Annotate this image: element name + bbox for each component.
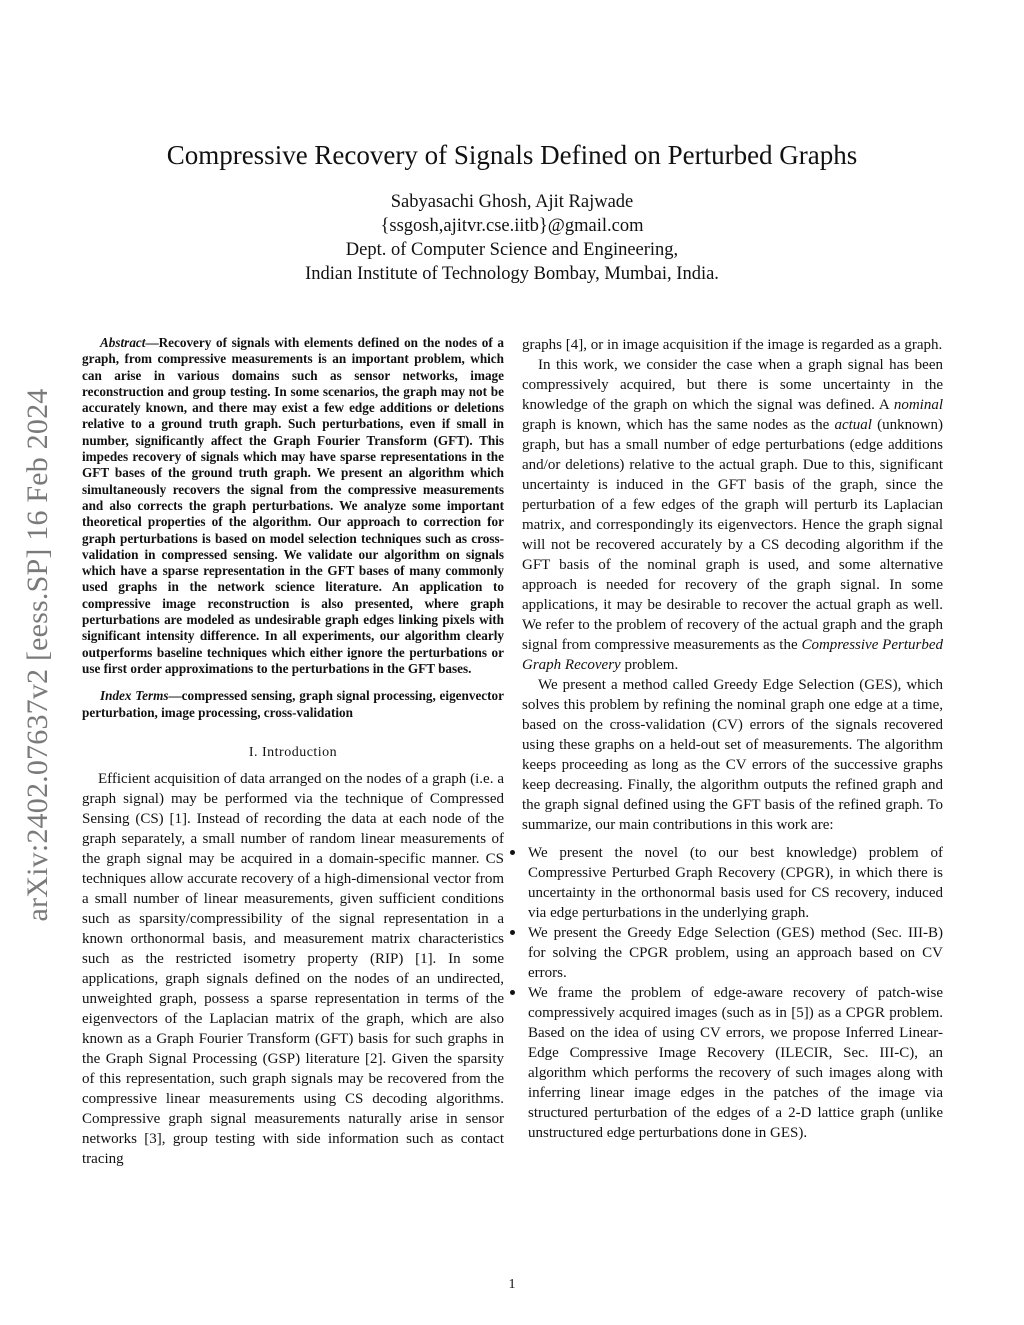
bullet-icon (510, 930, 515, 935)
abstract-label: Abstract (100, 335, 146, 350)
list-item (522, 983, 943, 1143)
arxiv-identifier (12, 350, 64, 960)
list-item-text: We present the Greedy Edge Selection (GES) method (Sec. III-B) for solving the CPGR problem, using an approach based on CV errors. (528, 925, 943, 981)
index-terms-label: Index Terms (100, 688, 169, 704)
abstract (82, 335, 504, 677)
para2-nominal: nominal (893, 397, 943, 413)
right-column (522, 335, 943, 1143)
author-department: Dept. of Computer Science and Engineering, (345, 240, 679, 260)
paper-title: Compressive Recovery of Signals Defined on Perturbed Graphs (166, 140, 858, 170)
para2-cpgr: Compressive Perturbed Graph Recovery (522, 637, 943, 673)
bullet-icon (510, 850, 515, 855)
contributions-list (522, 843, 943, 1143)
page-number: 1 (508, 1277, 516, 1292)
list-item (522, 923, 943, 983)
section-heading-introduction: I. Introduction (248, 744, 338, 760)
para2-part-b: graph is known, which has the same nodes as the (522, 417, 835, 433)
left-column (82, 335, 504, 1169)
index-terms (82, 688, 504, 721)
para2-part-d: problem. (620, 657, 679, 673)
para2-actual: actual (834, 417, 872, 433)
list-item (522, 843, 943, 923)
intro-paragraph-2 (522, 355, 943, 675)
arxiv-identifier-text: arXiv:2402.07637v2 [eess.SP] 16 Feb 2024 (21, 388, 54, 922)
author-names: Sabyasachi Ghosh, Ajit Rajwade (390, 192, 634, 212)
list-item-text: We frame the problem of edge-aware recovery of patch-wise compressively acquired images (such as in [5]) as a CPGR problem. Based on the idea of using CV errors, we propose Inferred Linear-Edge Compressive Image Recovery (ILECIR, Sec. III-C), an algorithm which performs the recovery of such images along with inferring linear image edges in the patches of the image via structured perturbation of the edges of a 2-D lattice graph (unlike unstructured edge perturbations done in GES). (528, 985, 943, 1141)
index-terms-text: —compressed sensing, graph signal processing, eigenvector perturbation, image processing, cross-validation (82, 688, 504, 720)
intro-continuation: graphs [4], or in image acquisition if the image is regarded as a graph. (522, 337, 943, 353)
author-block (0, 190, 1024, 286)
author-institute: Indian Institute of Technology Bombay, Mumbai, India. (305, 264, 719, 284)
list-item-text: We present the novel (to our best knowledge) problem of Compressive Perturbed Graph Recovery (CPGR), in which there is uncertainty in the orthonormal basis used for CS recovery, induced via edge perturbations in the underlying graph. (528, 845, 943, 921)
author-email: {ssgosh,ajitvr.cse.iitb}@gmail.com (380, 216, 644, 236)
bullet-icon (510, 990, 515, 995)
intro-paragraph-3: We present a method called Greedy Edge Selection (GES), which solves this problem by refining the nominal graph one edge at a time, based on the cross-validation (CV) errors of the signals recovered using these graphs on a held-out set of measurements. The algorithm keeps proceeding as long as the CV errors of the successive graphs keep decreasing. Finally, the algorithm outputs the refined graph and the graph signal defined using the GFT basis of the refined graph. To summarize, our main contributions in this work are: (522, 677, 943, 833)
intro-paragraph-1: Efficient acquisition of data arranged on the nodes of a graph (i.e. a graph signal) may be performed via the technique of Compressed Sensing (CS) [1]. Instead of recording the data at each node of the graph separately, a small number of random linear measurements of the graph signal may be acquired in a domain-specific manner. CS techniques allow accurate recovery of a high-dimensional vector from a small number of linear measurements, given sufficient conditions such as sparsity/compressibility of the signal representation in a known orthonormal basis, and measurement matrix characteristics such as the restricted isometry property (RIP) [1]. In some applications, graph signals defined on the nodes of an undirected, unweighted graph, possess a sparse representation in terms of the eigenvectors of the Laplacian matrix of the graph, which are also known as a Graph Fourier Transform (GFT) basis for such graphs in the Graph Signal Processing (GSP) literature [2]. Given the sparsity of this representation, such graph signals may be recovered from the compressive linear measurements using CS decoding algorithms. Compressive graph signal measurements naturally arise in sensor networks [3], group testing with side information such as contact tracing (82, 770, 504, 1167)
para2-part-a: In this work, we consider the case when a graph signal has been compressively acquired, but there is some uncertainty in the knowledge of the graph on which the signal was defined. A (522, 357, 943, 413)
para2-part-c: (unknown) graph, but has a small number of edge perturbations (edge additions and/or deletions) relative to the actual graph. Due to this, significant uncertainty is induced in the GFT basis of the graph, since the perturbation of a few edges of the graph will perturb its Laplacian matrix, and correspondingly its eigenvectors. Hence the graph signal will not be recovered accurately by a CS decoding algorithm if the GFT basis of the nominal graph is used, and some alternative approach is needed for recovery of the graph signal. In some applications, it may be desirable to recover the actual graph as well. We refer to the problem of recovery of the actual graph and the graph signal from compressive measurements as the (522, 417, 944, 653)
abstract-text: —Recovery of signals with elements defined on the nodes of a graph, from compressive measurements is an important problem, which can arise in various domains such as sensor networks, image reconstruction and group testing. In some scenarios, the graph may not be accurately known, and there may exist a few edge additions or deletions relative to a ground truth graph. Such perturbations, even if small in number, significantly affect the Graph Fourier Transform (GFT). This impedes recovery of signals which may have sparse representations in the GFT bases of the ground truth graph. We present an algorithm which simultaneously recovers the signal from the compressive measurements and also corrects the graph perturbations. We analyze some important theoretical properties of the algorithm. Our approach to correction for graph perturbations is based on model selection techniques such as cross-validation in compressed sensing. We validate our algorithm on signals which have a sparse representation in the GFT bases of many commonly used graphs in the network science literature. An application to compressive image reconstruction is also presented, where graph perturbations are modeled as undesirable graph edges linking pixels with significant intensity difference. In all experiments, our algorithm clearly outperforms baseline techniques which either ignore the perturbations or use first order approximations to the perturbations in the GFT bases. (82, 335, 504, 676)
